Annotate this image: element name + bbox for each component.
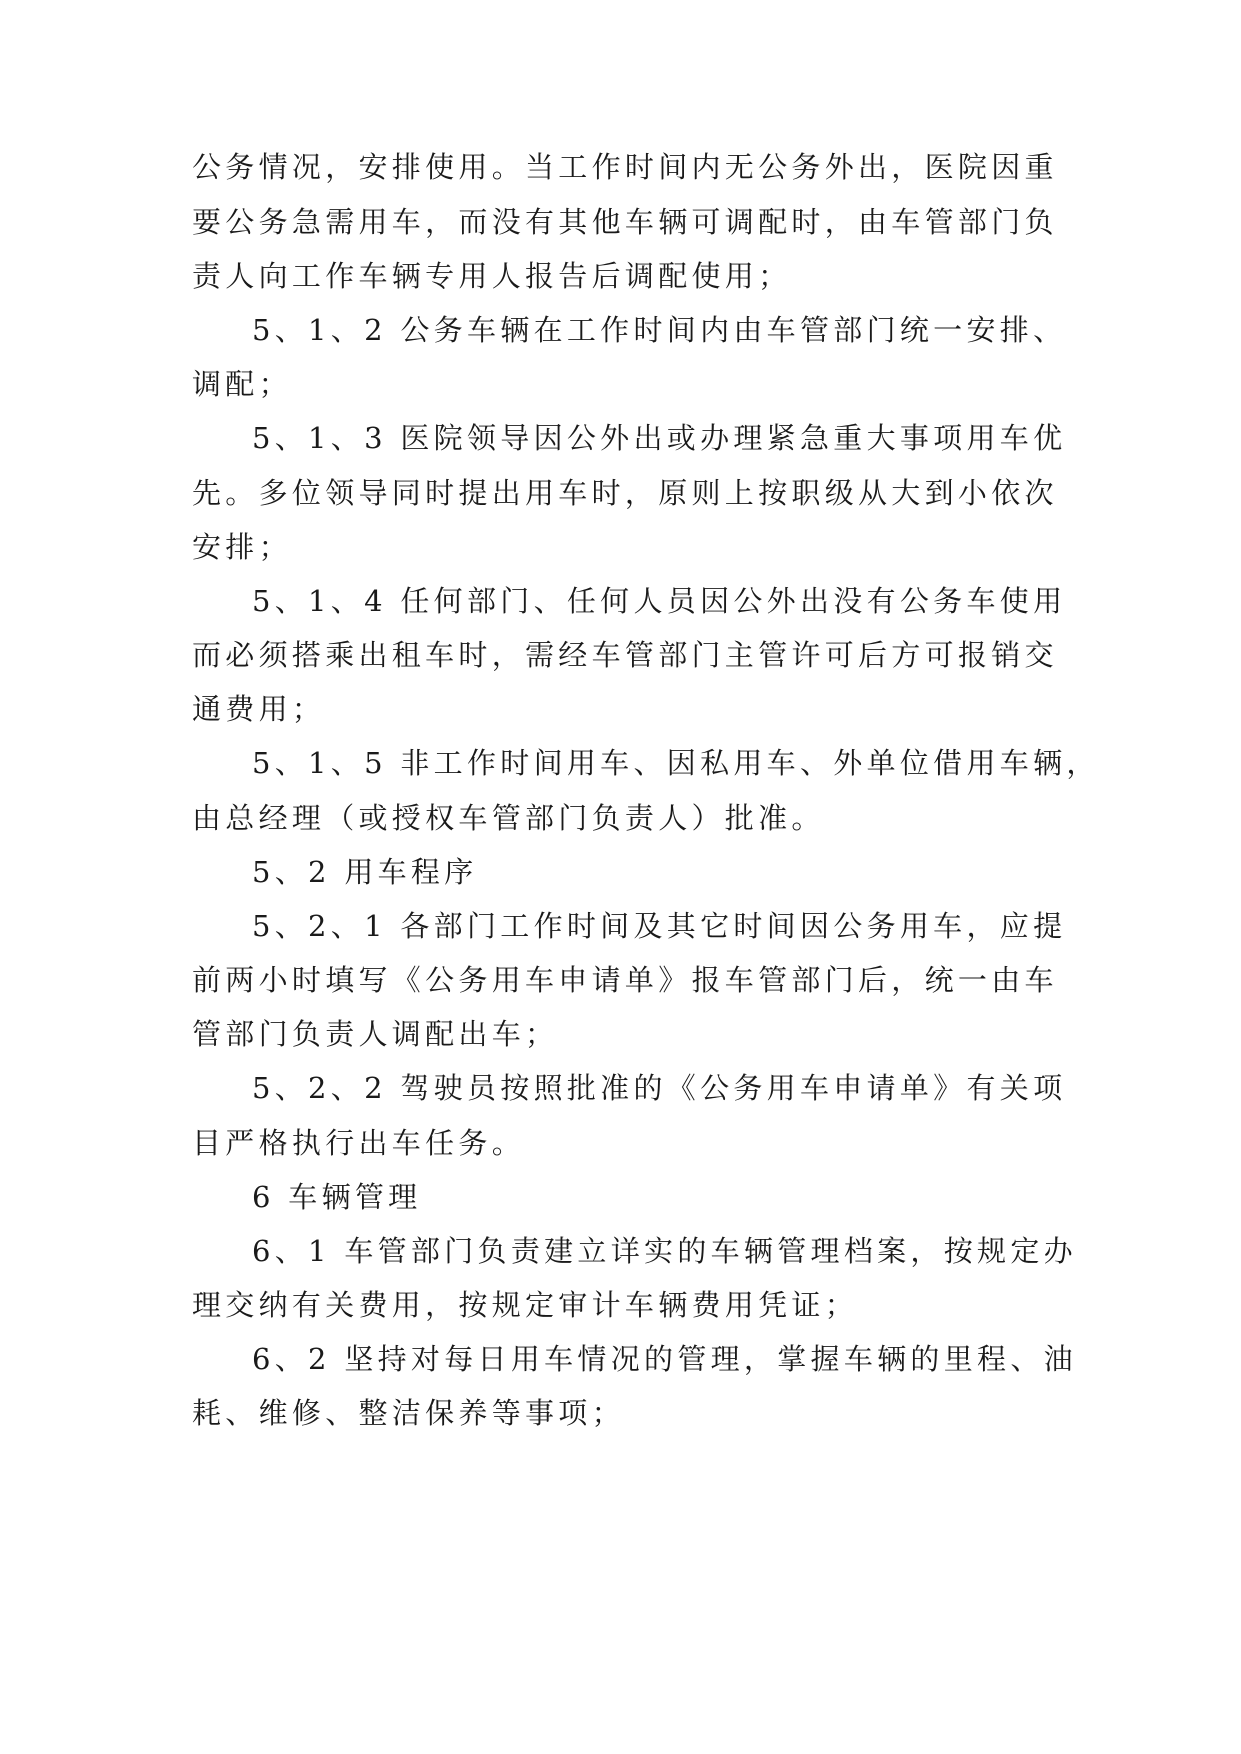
body-line: 公务情况，安排使用。当工作时间内无公务外出，医院因重: [192, 150, 1058, 184]
section-heading: 6 车辆管理: [252, 1180, 422, 1214]
body-line: 而必须搭乘出租车时，需经车管部门主管许可后方可报销交: [192, 638, 1058, 672]
clause-heading-line: 6、1 车管部门负责建立详实的车辆管理档案，按规定办: [252, 1234, 1077, 1268]
body-line: 前两小时填写《公务用车申请单》报车管部门后，统一由车: [192, 963, 1058, 997]
clause-heading-line: 5、2、1 各部门工作时间及其它时间因公务用车，应提: [252, 909, 1067, 943]
clause-heading-line: 5、1、2 公务车辆在工作时间内由车管部门统一安排、: [252, 313, 1067, 347]
body-line: 安排；: [192, 530, 292, 564]
clause-heading-line: 5、1、3 医院领导因公外出或办理紧急重大事项用车优: [252, 421, 1067, 455]
body-line: 调配；: [192, 367, 292, 401]
clause-heading-line: 5、1、4 任何部门、任何人员因公外出没有公务车使用: [252, 584, 1067, 618]
body-line: 目严格执行出车任务。: [192, 1126, 526, 1160]
clause-heading-line: 6、2 坚持对每日用车情况的管理，掌握车辆的里程、油: [252, 1342, 1077, 1376]
body-line: 管部门负责人调配出车；: [192, 1017, 559, 1051]
body-line: 通费用；: [192, 692, 326, 726]
body-line: 理交纳有关费用，按规定审计车辆费用凭证；: [192, 1288, 859, 1322]
body-line: 要公务急需用车，而没有其他车辆可调配时，由车管部门负: [192, 205, 1058, 239]
clause-heading-line: 5、2、2 驾驶员按照批准的《公务用车申请单》有关项: [252, 1071, 1067, 1105]
body-line: 耗、维修、整洁保养等事项；: [192, 1396, 625, 1430]
clause-heading-line: 5、1、5 非工作时间用车、因私用车、外单位借用车辆，: [252, 746, 1100, 780]
body-line: 由总经理（或授权车管部门负责人）批准。: [192, 801, 825, 835]
section-heading: 5、2 用车程序: [252, 855, 478, 889]
body-line: 先。多位领导同时提出用车时，原则上按职级从大到小依次: [192, 476, 1058, 510]
body-line: 责人向工作车辆专用人报告后调配使用；: [192, 259, 792, 293]
